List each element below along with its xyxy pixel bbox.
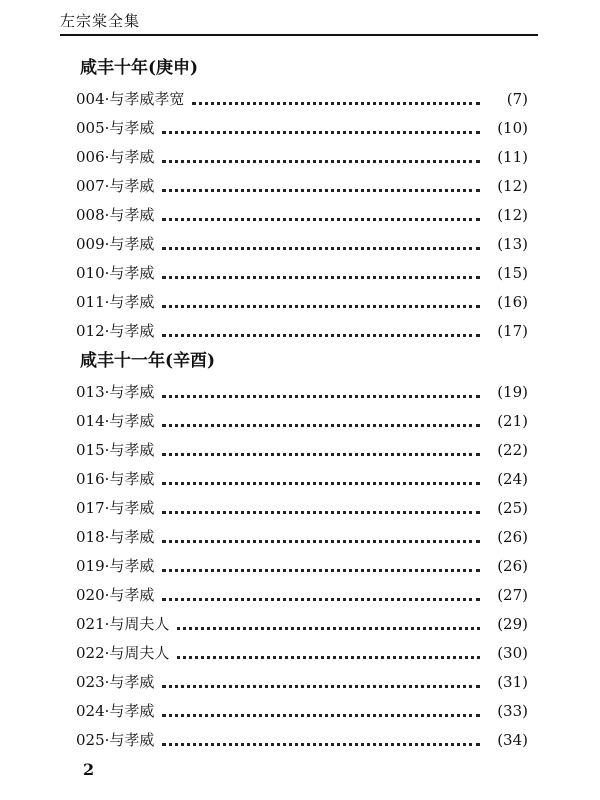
dot-leader [177, 654, 480, 659]
entry-page-number: (10) [497, 118, 528, 137]
dot-leader [162, 567, 480, 572]
dot-leader [162, 303, 480, 308]
book-title: 左宗棠全集 [60, 12, 141, 30]
toc-entry [76, 667, 528, 696]
entry-title: 017·与孝威 [76, 499, 155, 517]
toc-entry [76, 84, 528, 113]
entry-page-number: (11) [497, 147, 528, 166]
entry-page-number: (12) [497, 205, 528, 224]
toc-entry [76, 435, 528, 464]
dot-leader [162, 158, 480, 163]
toc-entry [76, 287, 528, 316]
entry-title: 006·与孝威 [76, 148, 155, 166]
running-header [60, 8, 538, 36]
toc-entry [76, 609, 528, 638]
dot-leader [162, 245, 480, 250]
dot-leader [162, 538, 480, 543]
toc-entry [76, 696, 528, 725]
entry-title: 018·与孝威 [76, 528, 155, 546]
entry-title: 012·与孝威 [76, 322, 155, 340]
dot-leader [162, 480, 480, 485]
entry-page-number: (17) [497, 321, 528, 340]
toc-entry [76, 229, 528, 258]
entry-page-number: (21) [497, 411, 528, 430]
entry-page-number: (16) [497, 292, 528, 311]
entry-title: 011·与孝威 [76, 293, 155, 311]
entry-title: 008·与孝威 [76, 206, 155, 224]
toc-entry [76, 580, 528, 609]
entry-page-number: (29) [497, 614, 528, 633]
toc-entry [76, 522, 528, 551]
entry-page-number: (26) [497, 556, 528, 575]
entry-page-number: (34) [497, 730, 528, 749]
dot-leader [162, 216, 480, 221]
entry-title: 025·与孝威 [76, 731, 155, 749]
dot-leader [192, 100, 480, 105]
entry-title: 010·与孝威 [76, 264, 155, 282]
entry-page-number: (15) [497, 263, 528, 282]
entry-page-number: (26) [497, 527, 528, 546]
dot-leader [162, 422, 480, 427]
toc-entry [76, 113, 528, 142]
page-number: 2 [83, 760, 95, 779]
table-of-contents [76, 52, 528, 754]
entry-title: 005·与孝威 [76, 119, 155, 137]
entry-page-number: (31) [497, 672, 528, 691]
entry-title: 014·与孝威 [76, 412, 155, 430]
toc-entry [76, 406, 528, 435]
dot-leader [162, 274, 480, 279]
entry-title: 015·与孝威 [76, 441, 155, 459]
entry-title: 023·与孝威 [76, 673, 155, 691]
entry-page-number: (30) [497, 643, 528, 662]
entry-page-number: (7) [506, 89, 528, 108]
entry-page-number: (24) [497, 469, 528, 488]
section-heading: 咸丰十一年(辛酉) [80, 351, 216, 371]
toc-entry [76, 171, 528, 200]
entry-title: 016·与孝威 [76, 470, 155, 488]
entry-title: 022·与周夫人 [76, 644, 170, 662]
toc-entry [76, 377, 528, 406]
toc-entry [76, 638, 528, 667]
dot-leader [162, 332, 480, 337]
toc-entry [76, 200, 528, 229]
entry-title: 007·与孝威 [76, 177, 155, 195]
dot-leader [162, 509, 480, 514]
dot-leader [177, 625, 480, 630]
dot-leader [162, 683, 480, 688]
entry-page-number: (13) [497, 234, 528, 253]
toc-entry [76, 316, 528, 345]
entry-page-number: (25) [497, 498, 528, 517]
entry-title: 024·与孝威 [76, 702, 155, 720]
entry-page-number: (19) [497, 382, 528, 401]
toc-entry [76, 464, 528, 493]
dot-leader [162, 451, 480, 456]
dot-leader [162, 187, 480, 192]
entry-page-number: (27) [497, 585, 528, 604]
entry-title: 009·与孝威 [76, 235, 155, 253]
entry-page-number: (12) [497, 176, 528, 195]
dot-leader [162, 129, 480, 134]
dot-leader [162, 741, 480, 746]
toc-entry [76, 142, 528, 171]
dot-leader [162, 393, 480, 398]
dot-leader [162, 596, 480, 601]
entry-page-number: (33) [497, 701, 528, 720]
toc-entry [76, 258, 528, 287]
toc-entry [76, 551, 528, 580]
toc-entry [76, 493, 528, 522]
section-heading: 咸丰十年(庚申) [80, 58, 199, 78]
entry-title: 013·与孝威 [76, 383, 155, 401]
dot-leader [162, 712, 480, 717]
entry-page-number: (22) [497, 440, 528, 459]
entry-title: 020·与孝威 [76, 586, 155, 604]
entry-title: 021·与周夫人 [76, 615, 170, 633]
entry-title: 004·与孝威孝宽 [76, 90, 185, 108]
entry-title: 019·与孝威 [76, 557, 155, 575]
toc-entry [76, 725, 528, 754]
